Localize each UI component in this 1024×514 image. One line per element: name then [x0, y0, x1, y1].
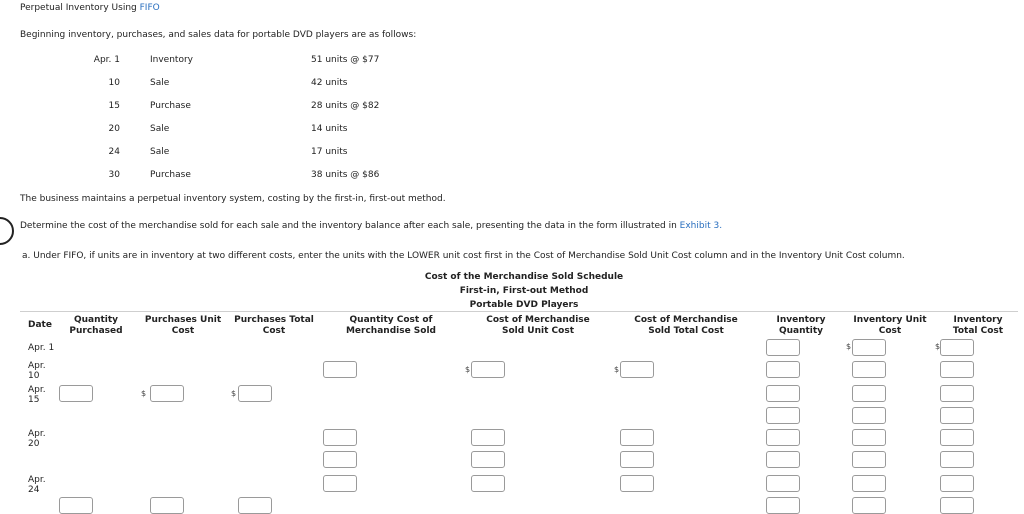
dollar-sign: $ — [231, 389, 237, 398]
apr15-quantity-purchased-input[interactable] — [59, 385, 93, 402]
transaction-type: Sale — [150, 147, 170, 157]
transaction-type: Inventory — [150, 55, 193, 65]
apr30-purchases-unit-cost-input[interactable] — [150, 497, 184, 514]
col-purchases-unit-cost: Purchases Unit Cost — [144, 315, 222, 336]
col-date: Date — [28, 320, 52, 330]
apr15-inventory-quantity-input-1[interactable] — [766, 385, 800, 402]
col-inventory-unit-cost: Inventory Unit Cost — [853, 315, 927, 336]
apr24-inventory-total-cost-input[interactable] — [940, 475, 974, 492]
transaction-type: Sale — [150, 78, 170, 88]
apr15-inventory-total-cost-input-1[interactable] — [940, 385, 974, 402]
apr20-inventory-total-cost-input-1[interactable] — [940, 429, 974, 446]
apr24-inventory-quantity-input[interactable] — [766, 475, 800, 492]
apr30-inventory-quantity-input[interactable] — [766, 497, 800, 514]
transaction-date: 24 — [108, 147, 120, 157]
determine-text — [20, 221, 722, 231]
col-cms-unit-cost: Cost of Merchandise Sold Unit Cost — [486, 315, 590, 336]
transaction-type: Sale — [150, 124, 170, 134]
transaction-quantity: 42 units — [311, 78, 348, 88]
row-date-apr10: Apr. 10 — [28, 361, 46, 381]
transaction-date: 15 — [108, 101, 120, 111]
col-purchases-total-cost: Purchases Total Cost — [234, 315, 314, 336]
apr24-quantity-sold-input[interactable] — [323, 475, 357, 492]
fifo-link[interactable]: FIFO — [139, 3, 160, 13]
apr20-inventory-quantity-input-2[interactable] — [766, 451, 800, 468]
schedule-subtitle-product: Portable DVD Players — [469, 300, 579, 310]
transaction-date: 20 — [108, 124, 120, 134]
method-text: The business maintains a perpetual inventory system, costing by the first-in, first-out method. — [20, 194, 446, 204]
apr20-inventory-unit-cost-input-2[interactable] — [852, 451, 886, 468]
transaction-type: Purchase — [150, 101, 191, 111]
dollar-sign: $ — [141, 389, 147, 398]
apr20-quantity-sold-input-2[interactable] — [323, 451, 357, 468]
apr30-inventory-total-cost-input[interactable] — [940, 497, 974, 514]
exhibit-link[interactable]: Exhibit 3. — [679, 221, 723, 231]
apr20-cms-total-cost-input-1[interactable] — [620, 429, 654, 446]
row-date-apr1: Apr. 1 — [28, 343, 55, 353]
apr30-purchases-total-cost-input[interactable] — [238, 497, 272, 514]
col-inventory-total-cost: Inventory Total Cost — [952, 315, 1004, 336]
apr1-inventory-quantity-input[interactable] — [766, 339, 800, 356]
transaction-quantity: 17 units — [311, 147, 348, 157]
apr1-inventory-total-cost-input[interactable] — [940, 339, 974, 356]
dollar-sign: $ — [614, 365, 620, 374]
title-prefix: Perpetual Inventory Using — [20, 3, 140, 13]
page-title — [20, 3, 160, 13]
apr20-inventory-total-cost-input-2[interactable] — [940, 451, 974, 468]
apr15-inventory-total-cost-input-2[interactable] — [940, 407, 974, 424]
row-date-apr20: Apr. 20 — [28, 429, 46, 449]
apr20-cms-unit-cost-input-2[interactable] — [471, 451, 505, 468]
determine-text-body: Determine the cost of the merchandise sold for each sale and the inventory balance after each sale, presenting the data in the form illustrated in — [20, 221, 680, 231]
question-marker-icon — [0, 217, 14, 245]
transaction-type: Purchase — [150, 170, 191, 180]
col-inventory-quantity: Inventory Quantity — [776, 315, 826, 336]
apr24-inventory-unit-cost-input[interactable] — [852, 475, 886, 492]
apr20-inventory-unit-cost-input-1[interactable] — [852, 429, 886, 446]
apr15-inventory-unit-cost-input-2[interactable] — [852, 407, 886, 424]
transaction-date: 10 — [108, 78, 120, 88]
apr15-purchases-unit-cost-input[interactable] — [150, 385, 184, 402]
apr15-inventory-unit-cost-input-1[interactable] — [852, 385, 886, 402]
dollar-sign: $ — [935, 342, 941, 351]
transaction-quantity: 28 units @ $82 — [311, 101, 380, 111]
transaction-quantity: 38 units @ $86 — [311, 170, 380, 180]
transaction-quantity: 14 units — [311, 124, 348, 134]
apr10-cms-total-cost-input[interactable] — [620, 361, 654, 378]
apr30-quantity-purchased-input[interactable] — [59, 497, 93, 514]
col-quantity-purchased: Quantity Purchased — [69, 315, 123, 336]
apr20-cms-unit-cost-input-1[interactable] — [471, 429, 505, 446]
apr20-quantity-sold-input-1[interactable] — [323, 429, 357, 446]
transaction-date: 30 — [108, 170, 120, 180]
apr20-inventory-quantity-input-1[interactable] — [766, 429, 800, 446]
apr1-inventory-unit-cost-input[interactable] — [852, 339, 886, 356]
row-date-apr15: Apr. 15 — [28, 385, 46, 405]
apr10-cms-unit-cost-input[interactable] — [471, 361, 505, 378]
schedule-subtitle-method: First-in, First-out Method — [459, 286, 589, 296]
apr10-inventory-quantity-input[interactable] — [766, 361, 800, 378]
col-quantity-cost-sold: Quantity Cost of Merchandise Sold — [345, 315, 437, 336]
col-cms-total-cost: Cost of Merchandise Sold Total Cost — [634, 315, 738, 336]
schedule-title: Cost of the Merchandise Sold Schedule — [424, 272, 624, 282]
apr24-cms-unit-cost-input[interactable] — [471, 475, 505, 492]
dollar-sign: $ — [846, 342, 852, 351]
apr10-quantity-sold-input[interactable] — [323, 361, 357, 378]
apr10-inventory-total-cost-input[interactable] — [940, 361, 974, 378]
apr24-cms-total-cost-input[interactable] — [620, 475, 654, 492]
transaction-date: Apr. 1 — [93, 55, 120, 65]
apr20-cms-total-cost-input-2[interactable] — [620, 451, 654, 468]
instruction-a: a. Under FIFO, if units are in inventory at two different costs, enter the units with the LOWER unit cost first in the Cost of Merchandise Sold Unit Cost column and in the Inventory Unit Cost column. — [22, 251, 905, 261]
header-top-rule — [20, 311, 1018, 312]
transaction-quantity: 51 units @ $77 — [311, 55, 380, 65]
apr10-inventory-unit-cost-input[interactable] — [852, 361, 886, 378]
row-date-apr24: Apr. 24 — [28, 475, 46, 495]
intro-text: Beginning inventory, purchases, and sales data for portable DVD players are as follows: — [20, 30, 417, 40]
dollar-sign: $ — [465, 365, 471, 374]
apr30-inventory-unit-cost-input[interactable] — [852, 497, 886, 514]
apr15-inventory-quantity-input-2[interactable] — [766, 407, 800, 424]
apr15-purchases-total-cost-input[interactable] — [238, 385, 272, 402]
